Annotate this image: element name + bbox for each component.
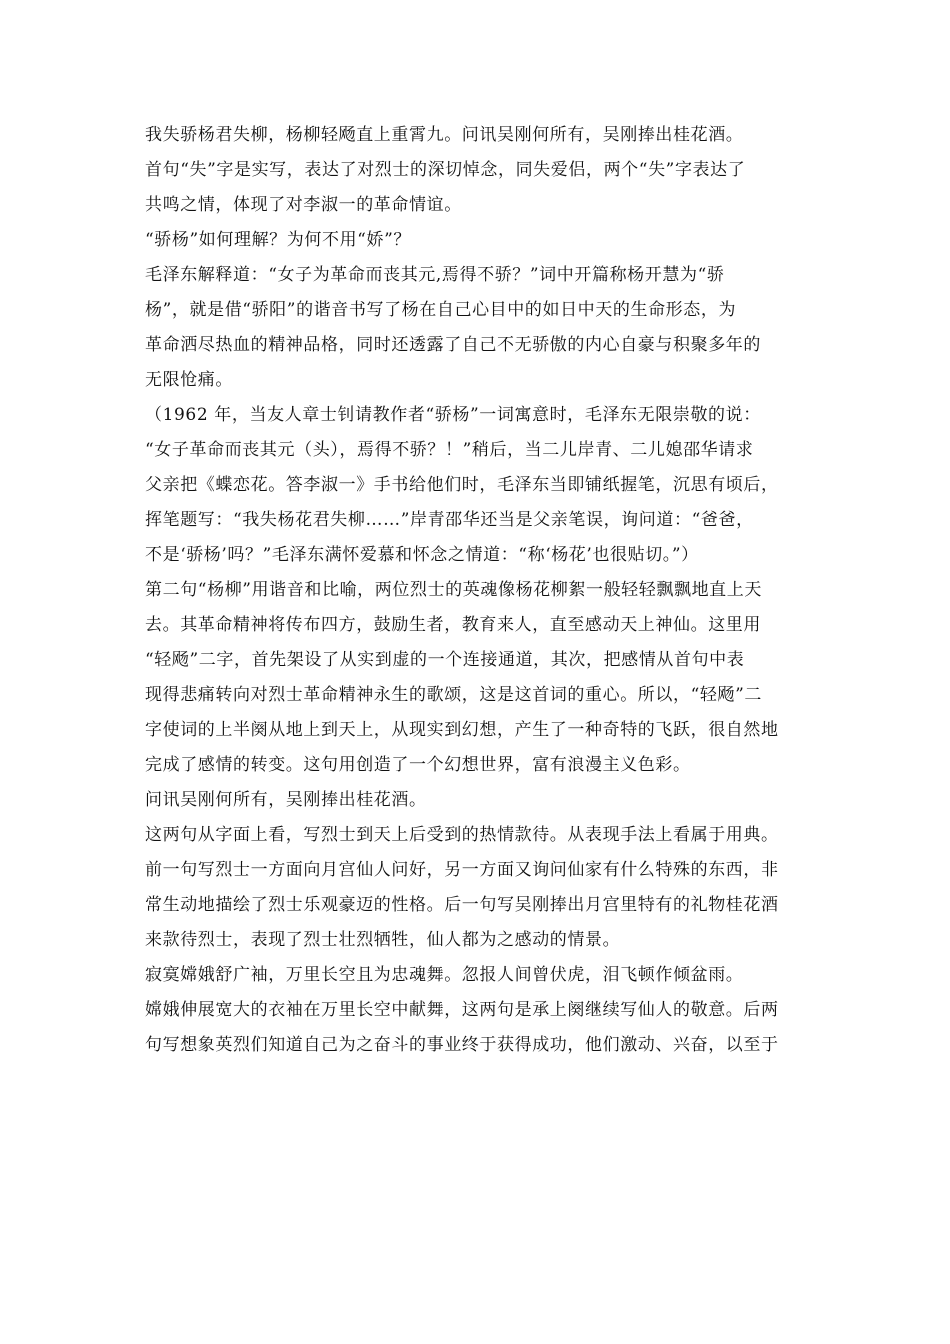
text-line: 无限怆痛。 <box>145 370 233 390</box>
text-line: 第二句“杨柳”用谐音和比喻，两位烈士的英魂像杨花柳絮一般轻轻飘飘地直上天 <box>145 580 762 600</box>
text-line: （1962 年，当友人章士钊请教作者“骄杨”一词寓意时，毛泽东无限崇敬的说： <box>145 405 761 425</box>
text-line: 来款待烈士，表现了烈士壮烈牺牲，仙人都为之感动的情景。 <box>145 930 621 950</box>
text-line: 问讯吴刚何所有，吴刚捧出桂花酒。 <box>145 790 427 810</box>
text-line: 字使词的上半阕从地上到天上，从现实到幻想，产生了一种奇特的飞跃，很自然地 <box>145 720 779 740</box>
text-line: 挥笔题写：“我失杨花君失柳……”岸青邵华还当是父亲笔误，询问道：“爸爸， <box>145 510 754 530</box>
text-line: 毛泽东解释道：“女子为革命而丧其元,焉得不骄？”词中开篇称杨开慧为“骄 <box>145 265 725 285</box>
text-line: 完成了感情的转变。这句用创造了一个幻想世界，富有浪漫主义色彩。 <box>145 755 691 775</box>
text-line: 嫦娥伸展宽大的衣袖在万里长空中献舞，这两句是承上阕继续写仙人的敬意。后两 <box>145 1000 779 1020</box>
text-line: 常生动地描绘了烈士乐观豪迈的性格。后一句写吴刚捧出月宫里特有的礼物桂花酒 <box>145 895 779 915</box>
text-line: 句写想象英烈们知道自己为之奋斗的事业终于获得成功，他们激动、兴奋，以至于 <box>145 1035 779 1055</box>
text-line: 首句“失”字是实写，表达了对烈士的深切悼念，同失爱侣，两个“失”字表达了 <box>145 160 746 180</box>
text-line: “骄杨”如何理解？为何不用“娇”？ <box>145 230 411 250</box>
text-line: 这两句从字面上看，写烈士到天上后受到的热情款待。从表现手法上看属于用典。 <box>145 825 779 845</box>
text-line: 杨”，就是借“骄阳”的谐音书写了杨在自己心目中的如日中天的生命形态，为 <box>145 300 737 320</box>
text-line: 寂寞嫦娥舒广袖，万里长空且为忠魂舞。忽报人间曾伏虎，泪飞顿作倾盆雨。 <box>145 965 744 985</box>
text-line: 我失骄杨君失柳，杨柳轻飏直上重霄九。问讯吴刚何所有，吴刚捧出桂花酒。 <box>145 125 744 145</box>
text-line: 前一句写烈士一方面向月宫仙人问好，另一方面又询问仙家有什么特殊的东西，非 <box>145 860 779 880</box>
text-line: 不是‘骄杨’吗？”毛泽东满怀爱慕和怀念之情道：“称‘杨花’也很贴切。”） <box>145 545 699 565</box>
text-line: “轻飏”二字，首先架设了从实到虚的一个连接通道，其次，把感情从首句中表 <box>145 650 745 670</box>
document-body <box>145 118 815 1063</box>
text-line: 革命洒尽热血的精神品格，同时还透露了自己不无骄傲的内心自豪与积聚多年的 <box>145 335 761 355</box>
text-line: 现得悲痛转向对烈士革命精神永生的歌颂，这是这首词的重心。所以，“轻飏”二 <box>145 685 762 705</box>
text-line: “女子革命而丧其元（头），焉得不骄？！”稍后，当二儿岸青、二儿媳邵华请求 <box>145 440 754 460</box>
text-line: 共鸣之情，体现了对李淑一的革命情谊。 <box>145 195 462 215</box>
text-line: 父亲把《蝶恋花。答李淑一》手书给他们时，毛泽东当即铺纸握笔，沉思有顷后， <box>145 475 779 495</box>
text-line: 去。其革命精神将传布四方，鼓励生者，教育来人，直至感动天上神仙。这里用 <box>145 615 761 635</box>
